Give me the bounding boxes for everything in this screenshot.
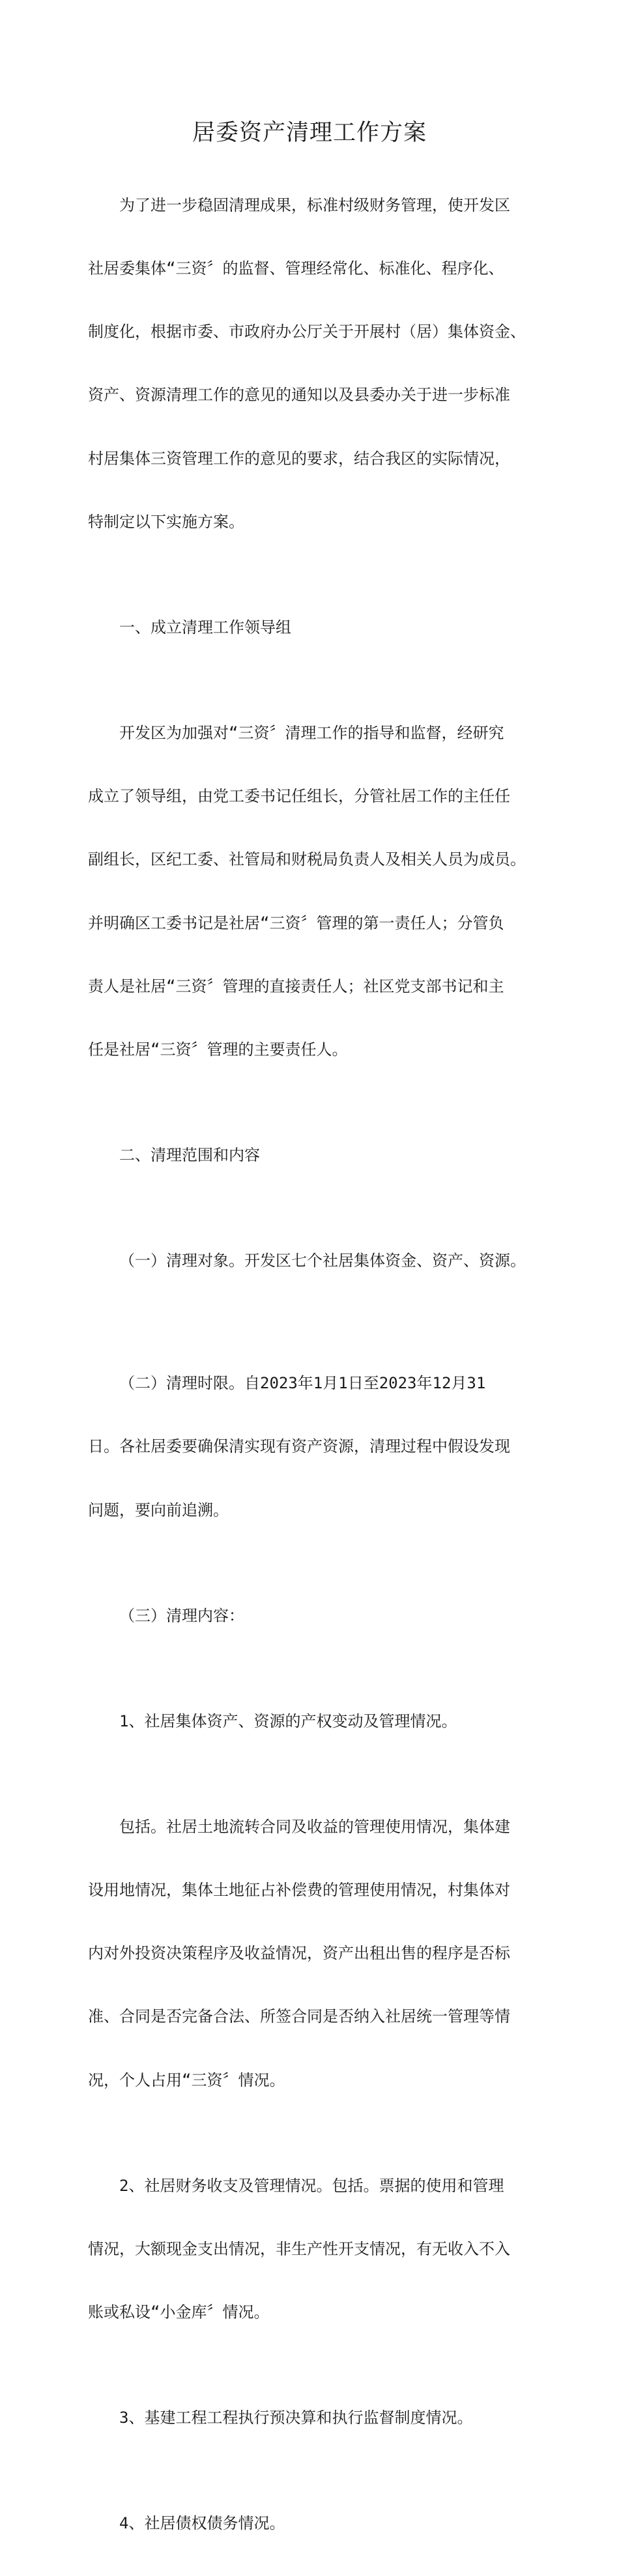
text-line: 账或私设“小金库〞情况。 <box>88 2303 270 2322</box>
text-line: 准、合同是否完备合法、所签合同是否纳入社居统一管理等情 <box>88 2007 510 2026</box>
text-line: 特制定以下实施方案。 <box>88 512 244 531</box>
text-line: （二）清理时限。自2023年1月1日至2023年12月31 <box>119 1374 486 1393</box>
item-3 <box>88 2365 544 2470</box>
document-title: 居委资产清理工作方案 <box>192 120 427 146</box>
text-line: 内对外投资决策程序及收益情况，资产出租出售的程序是否标 <box>88 1944 510 1963</box>
text-line: 为了进一步稳固清理成果，标准村级财务管理，使开发区 <box>119 195 510 214</box>
text-line: 开发区为加强对“三资〞清理工作的指导和监督，经研究 <box>119 723 504 742</box>
text-line: 并明确区工委书记是社居“三资〞管理的第一责任人；分管负 <box>88 913 504 932</box>
item-2 <box>88 2133 544 2365</box>
text-line: 3、基建工程工程执行预决算和执行监督制度情况。 <box>119 2409 473 2427</box>
text-line: 副组长，区纪工委、社管局和财税局负责人及相关人员为成员。 <box>88 850 526 869</box>
text-line: （一）清理对象。开发区七个社居集体资金、资产、资源。 <box>119 1252 526 1270</box>
paragraph-leadership <box>88 680 544 1102</box>
paragraph-gap <box>88 1313 544 1330</box>
text-line: （三）清理内容： <box>119 1606 244 1625</box>
text-line: 包括。社居土地流转合同及收益的管理使用情况，集体建 <box>119 1817 510 1836</box>
document-body <box>88 152 544 2576</box>
text-line: 资产、资源清理工作的意见的通知以及县委办关于进一步标准 <box>88 386 510 405</box>
text-line: 情况，大额现金支出情况，非生产性开支情况，有无收入不入 <box>88 2239 510 2258</box>
text-line: 2、社居财务收支及管理情况。包括。票据的使用和管理 <box>119 2176 504 2195</box>
paragraph-scope-objects <box>88 1208 544 1313</box>
text-line: 责人是社居“三资〞管理的直接责任人；社区党支部书记和主 <box>88 977 504 995</box>
item-4 <box>88 2470 544 2576</box>
subheading-content <box>88 1563 544 1668</box>
text-line: 二、清理范围和内容 <box>119 1146 260 1165</box>
paragraph-time-limit <box>88 1330 544 1562</box>
paragraph-item-1-detail <box>88 1774 544 2133</box>
text-line: 村居集体三资管理工作的意见的要求，结合我区的实际情况， <box>88 449 510 468</box>
section-heading-1 <box>88 575 544 680</box>
text-line: 任是社居“三资〞管理的主要责任人。 <box>88 1040 348 1059</box>
section-heading-2 <box>88 1102 544 1208</box>
text-line: 况，个人占用“三资〞情况。 <box>88 2070 285 2089</box>
text-line: 日。各社居委要确保清实现有资产资源，清理过程中假设发现 <box>88 1437 510 1456</box>
text-line: 一、成立清理工作领导组 <box>119 618 291 637</box>
text-line: 社居委集体“三资〞的监督、管理经常化、标准化、程序化、 <box>88 259 504 278</box>
text-line: 设用地情况，集体土地征占补偿费的管理使用情况，村集体对 <box>88 1880 510 1899</box>
text-line: 成立了领导组，由党工委书记任组长，分管社居工作的主任任 <box>88 787 510 806</box>
text-line: 制度化，根据市委、市政府办公厅关于开展村（居）集体资金、 <box>88 322 526 341</box>
item-1 <box>88 1668 544 1774</box>
paragraph-intro <box>88 152 544 575</box>
text-line: 1、社居集体资产、资源的产权变动及管理情况。 <box>119 1711 457 1730</box>
text-line: 问题，要向前追溯。 <box>88 1500 229 1519</box>
text-line: 4、社居债权债务情况。 <box>119 2514 285 2533</box>
